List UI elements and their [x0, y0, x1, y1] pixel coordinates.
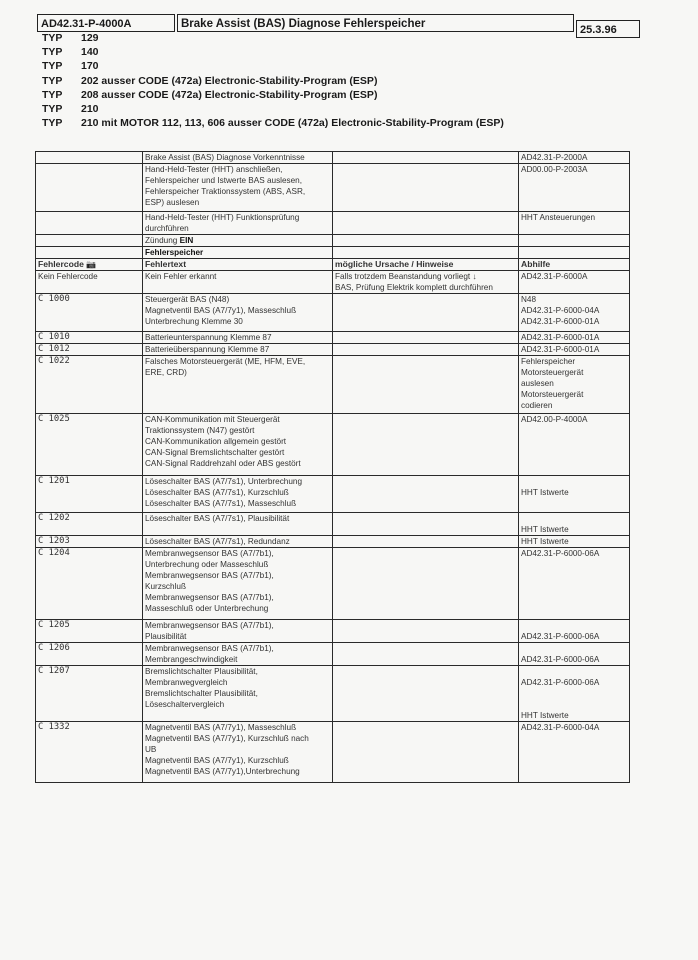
cause-cell [333, 620, 519, 643]
fault-text-cell-line: Steuergerät BAS (N48) [145, 295, 230, 304]
table-row [36, 356, 630, 414]
fault-text-cell [143, 271, 333, 294]
fault-text-cell-line: Bremslichtschalter Plausibilität, [145, 667, 258, 676]
fix-cell-line [521, 688, 627, 699]
fix-cell-line [521, 476, 627, 487]
fix-cell [519, 414, 630, 476]
fault-text-cell [143, 666, 333, 722]
fix-cell-line: AD42.31-P-6000A [521, 272, 588, 281]
fix-cell-line: AD42.31-P-6000-04A [521, 306, 600, 315]
fault-text-cell-line: Magnetventil BAS (A7/7y1), Masseschluß [145, 723, 297, 732]
fault-code-cell [36, 476, 143, 513]
cause-cell [333, 344, 519, 356]
fix-cell-line: HHT Istwerte [521, 525, 569, 534]
fix-cell-line: N48 [521, 295, 537, 304]
fault-code-cell [36, 332, 143, 344]
fault-text-cell-line: Falsches Motorsteuergerät (ME, HFM, EVE, [145, 357, 306, 366]
cause-cell [333, 666, 519, 722]
pre-text-cell-line: Hand-Held-Tester (HHT) anschließen, [145, 165, 283, 174]
fault-text-cell-line: Masseschluß oder Unterbrechung [145, 604, 269, 613]
fault-code-cell-line: C 1206 [38, 643, 70, 653]
fault-text-cell-line: UB [145, 745, 157, 754]
fault-code-cell [36, 414, 143, 476]
column-header-text-line: Fehlertext [145, 259, 187, 269]
fault-code-cell [36, 666, 143, 722]
fix-cell-line [521, 620, 627, 631]
fix-cell-line: AD42.31-P-6000-06A [521, 678, 600, 687]
fault-text-cell-line: CAN-Kommunikation allgemein gestört [145, 437, 287, 446]
fault-text-cell-line: Batterieunterspannung Klemme 87 [145, 333, 272, 342]
typ-value: 129 [81, 32, 99, 45]
column-header-cause-line: mögliche Ursache / Hinweise [335, 259, 454, 269]
fix-cell [519, 294, 630, 332]
pre-fix-cell-line: AD42.31-P-2000A [521, 153, 588, 162]
fault-code-cell [36, 643, 143, 666]
pre-code-cell [36, 164, 143, 212]
fault-text-cell-line: Löseschalter BAS (A7/7s1), Unterbrechung [145, 477, 303, 486]
fix-cell-line: AD42.31-P-6000-06A [521, 549, 600, 558]
table-row [36, 294, 630, 332]
fault-code-cell [36, 356, 143, 414]
fault-code-cell [36, 344, 143, 356]
fix-cell-line [521, 666, 627, 677]
fix-cell-line: AD42.31-P-6000-01A [521, 345, 600, 354]
fix-cell [519, 643, 630, 666]
fault-code-cell-line: C 1202 [38, 513, 70, 523]
table-row [36, 414, 630, 476]
pre-fix-cell [519, 164, 630, 212]
fault-text-cell-line: Löseschalter BAS (A7/7s1), Kurzschluß [145, 488, 289, 497]
table-row [36, 666, 630, 722]
fault-text-cell-line: Löseschalter BAS (A7/7s1), Masseschluß [145, 499, 297, 508]
fix-cell-line: HHT Istwerte [521, 711, 569, 720]
fix-cell [519, 332, 630, 344]
fix-cell-line [521, 643, 627, 654]
fix-cell [519, 620, 630, 643]
fix-cell [519, 356, 630, 414]
fault-text-cell [143, 643, 333, 666]
column-header-fix [519, 259, 630, 271]
fault-text-cell [143, 294, 333, 332]
pre-text-cell-line: Fehlerspeicher und Istwerte BAS auslesen, [145, 176, 303, 185]
pre-fix-cell [519, 247, 630, 259]
fault-code-cell-line: C 1000 [38, 294, 70, 304]
typ-label: TYP [42, 60, 63, 73]
fix-cell-line: AD42.31-P-6000-04A [521, 723, 600, 732]
fault-text-cell [143, 344, 333, 356]
fix-cell [519, 548, 630, 620]
fault-code-cell-line: C 1203 [38, 536, 70, 546]
pre-text-cell [143, 164, 333, 212]
pre-text-cell-line: ESP) auslesen [145, 198, 200, 207]
fault-code-cell [36, 722, 143, 783]
typ-row [42, 116, 562, 130]
pre-text-cell [143, 235, 333, 247]
fix-cell [519, 271, 630, 294]
fix-cell-line: HHT Istwerte [521, 488, 569, 497]
fault-code-cell-line: C 1205 [38, 620, 70, 630]
fix-cell-line: auslesen [521, 379, 554, 388]
pre-text-cell [143, 247, 333, 259]
fault-text-cell-line: Kurzschluß [145, 582, 186, 591]
typ-value: 170 [81, 60, 99, 73]
column-header-code [36, 259, 143, 271]
fault-text-cell-line: CAN-Signal Raddrehzahl oder ABS gestört [145, 459, 301, 468]
fault-text-cell [143, 414, 333, 476]
fix-cell-line: Fehlerspeicher [521, 357, 576, 366]
table-row [36, 620, 630, 643]
fault-text-cell [143, 332, 333, 344]
fault-text-cell [143, 548, 333, 620]
typ-row [42, 31, 562, 45]
pre-row [36, 247, 630, 259]
pre-code-cell [36, 235, 143, 247]
table-row [36, 332, 630, 344]
fix-cell [519, 722, 630, 783]
cause-cell [333, 548, 519, 620]
pre-row [36, 235, 630, 247]
fault-text-cell-line: Membranwegsensor BAS (A7/7b1), [145, 593, 274, 602]
cause-cell [333, 722, 519, 783]
fix-cell [519, 536, 630, 548]
cause-cell [333, 332, 519, 344]
pre-text-bold: Fehlerspeicher [145, 248, 204, 257]
fix-cell [519, 666, 630, 722]
typ-label: TYP [42, 32, 63, 45]
fault-code-cell [36, 271, 143, 294]
pre-text-bold: EIN [179, 236, 194, 245]
pre-fix-cell-line: HHT Ansteuerungen [521, 213, 596, 222]
fault-text-cell-line: Magnetventil BAS (A7/7y1),Unterbrechung [145, 767, 300, 776]
fault-text-cell-line: Membrangeschwindigkeit [145, 655, 238, 664]
cause-cell-line: BAS, Prüfung Elektrik komplett durchführen [335, 283, 493, 292]
fault-text-cell-line: Membranwegsensor BAS (A7/7b1), [145, 571, 274, 580]
fault-text-cell-line: Bremslichtschalter Plausibilität, [145, 689, 258, 698]
fault-text-cell [143, 536, 333, 548]
fix-cell [519, 476, 630, 513]
typ-label: TYP [42, 46, 63, 59]
cause-cell [333, 294, 519, 332]
fault-text-cell [143, 476, 333, 513]
fault-code-cell-line: Kein Fehlercode [38, 272, 98, 281]
fault-text-cell-line: Membranwegvergleich [145, 678, 228, 687]
fault-text-cell-line: Unterbrechung Klemme 30 [145, 317, 243, 326]
fix-cell-line: codieren [521, 401, 553, 410]
diagnosis-table [35, 151, 630, 783]
fault-code-cell-line: C 1010 [38, 332, 70, 342]
pre-fix-cell [519, 152, 630, 164]
table-row [36, 722, 630, 783]
typ-row [42, 88, 562, 102]
cause-cell [333, 643, 519, 666]
fault-text-cell-line: ERE, CRD) [145, 368, 187, 377]
typ-label: TYP [42, 117, 63, 130]
column-header-text [143, 259, 333, 271]
fault-text-cell-line: CAN-Kommunikation mit Steuergerät [145, 415, 280, 424]
pre-cause-cell [333, 247, 519, 259]
fault-code-cell-line: C 1012 [38, 344, 70, 354]
table-row [36, 513, 630, 536]
cause-cell [333, 356, 519, 414]
pre-fix-cell [519, 212, 630, 235]
fix-cell [519, 344, 630, 356]
pre-text-cell-line: durchführen [145, 224, 189, 233]
typ-label: TYP [42, 74, 63, 87]
pre-code-cell [36, 152, 143, 164]
table-row [36, 476, 630, 513]
table-row [36, 271, 630, 294]
pre-cause-cell [333, 164, 519, 212]
fault-code-cell-line: C 1204 [38, 548, 70, 558]
typ-value: 202 ausser CODE (472a) Electronic-Stability-Program (ESP) [81, 74, 378, 87]
fault-code-cell [36, 513, 143, 536]
doc-date: 25.3.96 [576, 20, 640, 38]
pre-row [36, 164, 630, 212]
cause-cell-line: Falls trotzdem Beanstandung vorliegt ↓ [335, 272, 477, 281]
fault-code-cell [36, 620, 143, 643]
fault-text-cell-line: Löseschalter BAS (A7/7s1), Redundanz [145, 537, 290, 546]
doc-code: AD42.31-P-4000A [37, 14, 175, 32]
pre-cause-cell [333, 152, 519, 164]
fault-text-cell-line: Löseschalter BAS (A7/7s1), Plausibilität [145, 514, 290, 523]
fault-code-cell-line: C 1025 [38, 414, 70, 424]
fault-text-cell-line: Membranwegsensor BAS (A7/7b1), [145, 644, 274, 653]
fault-text-cell-line: Batterieüberspannung Klemme 87 [145, 345, 270, 354]
fault-text-cell [143, 356, 333, 414]
fault-code-cell-line: C 1022 [38, 356, 70, 366]
pre-text-cell-line: Fehlerspeicher Traktionssystem (ABS, ASR, [145, 187, 306, 196]
fix-cell-line [521, 513, 627, 524]
pre-fix-cell-line: AD00.00-P-2003A [521, 165, 588, 174]
pre-cause-cell [333, 235, 519, 247]
column-header-code-label: Fehlercode [38, 259, 87, 269]
fix-cell-line: HHT Istwerte [521, 537, 569, 546]
fault-code-cell [36, 536, 143, 548]
fix-cell-line: AD42.31-P-6000-06A [521, 632, 600, 641]
fault-text-cell-line: Plausibilität [145, 632, 187, 641]
fix-cell-line: AD42.00-P-4000A [521, 415, 588, 424]
typ-value: 210 [81, 103, 99, 116]
fault-text-cell-line: Traktionssystem (N47) gestört [145, 426, 255, 435]
fix-cell-line: Motorsteuergerät [521, 390, 584, 399]
table-row [36, 548, 630, 620]
fault-text-cell [143, 513, 333, 536]
typ-list [42, 31, 562, 130]
pre-code-cell [36, 247, 143, 259]
camera-icon: 📷 [86, 260, 97, 269]
pre-code-cell [36, 212, 143, 235]
pre-row [36, 152, 630, 164]
fix-cell-line: Motorsteuergerät [521, 368, 584, 377]
fix-cell-line: AD42.31-P-6000-06A [521, 655, 600, 664]
fix-cell [519, 513, 630, 536]
pre-cause-cell [333, 212, 519, 235]
fault-text-cell-line: Membranwegsensor BAS (A7/7b1), [145, 549, 274, 558]
fault-text-cell-line: Unterbrechung oder Masseschluß [145, 560, 269, 569]
typ-row [42, 45, 562, 59]
typ-label: TYP [42, 103, 63, 116]
cause-cell [333, 536, 519, 548]
table-row [36, 643, 630, 666]
column-header-row [36, 259, 630, 271]
fault-text-cell-line: CAN-Signal Bremslichtschalter gestört [145, 448, 285, 457]
pre-text-line [145, 247, 330, 258]
cause-cell [333, 476, 519, 513]
pre-row [36, 212, 630, 235]
fix-cell-line [521, 699, 627, 710]
fault-text-cell [143, 620, 333, 643]
doc-title: Brake Assist (BAS) Diagnose Fehlerspeicher [177, 14, 574, 32]
fault-code-cell-line: C 1332 [38, 722, 70, 732]
fault-text-cell-line: Magnetventil BAS (A7/7y1), Masseschluß [145, 306, 297, 315]
pre-text-cell-line: Hand-Held-Tester (HHT) Funktionsprüfung [145, 213, 300, 222]
typ-value: 140 [81, 46, 99, 59]
typ-row [42, 59, 562, 73]
pre-text-line: Zündung EIN [145, 236, 194, 245]
fault-text-cell-line: Magnetventil BAS (A7/7y1), Kurzschluß nach [145, 734, 309, 743]
fault-text-cell-line: Magnetventil BAS (A7/7y1), Kurzschluß [145, 756, 289, 765]
fault-code-cell [36, 294, 143, 332]
fault-code-cell [36, 548, 143, 620]
fix-cell-line: AD42.31-P-6000-01A [521, 317, 600, 326]
cause-cell [333, 414, 519, 476]
column-header-cause [333, 259, 519, 271]
pre-text-cell-line: Brake Assist (BAS) Diagnose Vorkenntnisse [145, 153, 305, 162]
pre-fix-cell [519, 235, 630, 247]
cause-cell [333, 271, 519, 294]
typ-label: TYP [42, 88, 63, 101]
cause-cell [333, 513, 519, 536]
typ-row [42, 74, 562, 88]
fault-text-cell-line: Löseschaltervergleich [145, 700, 225, 709]
typ-value: 208 ausser CODE (472a) Electronic-Stability-Program (ESP) [81, 88, 378, 101]
table-row [36, 344, 630, 356]
fault-code-cell-line: C 1207 [38, 666, 70, 676]
pre-text-cell [143, 212, 333, 235]
fix-cell-line: AD42.31-P-6000-01A [521, 333, 600, 342]
fault-text-cell-line: Kein Fehler erkannt [145, 272, 217, 281]
column-header-fix-line: Abhilfe [521, 259, 551, 269]
fault-text-cell [143, 722, 333, 783]
table-row [36, 536, 630, 548]
pre-text-cell [143, 152, 333, 164]
fault-code-cell-line: C 1201 [38, 476, 70, 486]
typ-row [42, 102, 562, 116]
typ-value: 210 mit MOTOR 112, 113, 606 ausser CODE (472a) Electronic-Stability-Program (ESP) [81, 117, 504, 130]
fault-text-cell-line: Membranwegsensor BAS (A7/7b1), [145, 621, 274, 630]
